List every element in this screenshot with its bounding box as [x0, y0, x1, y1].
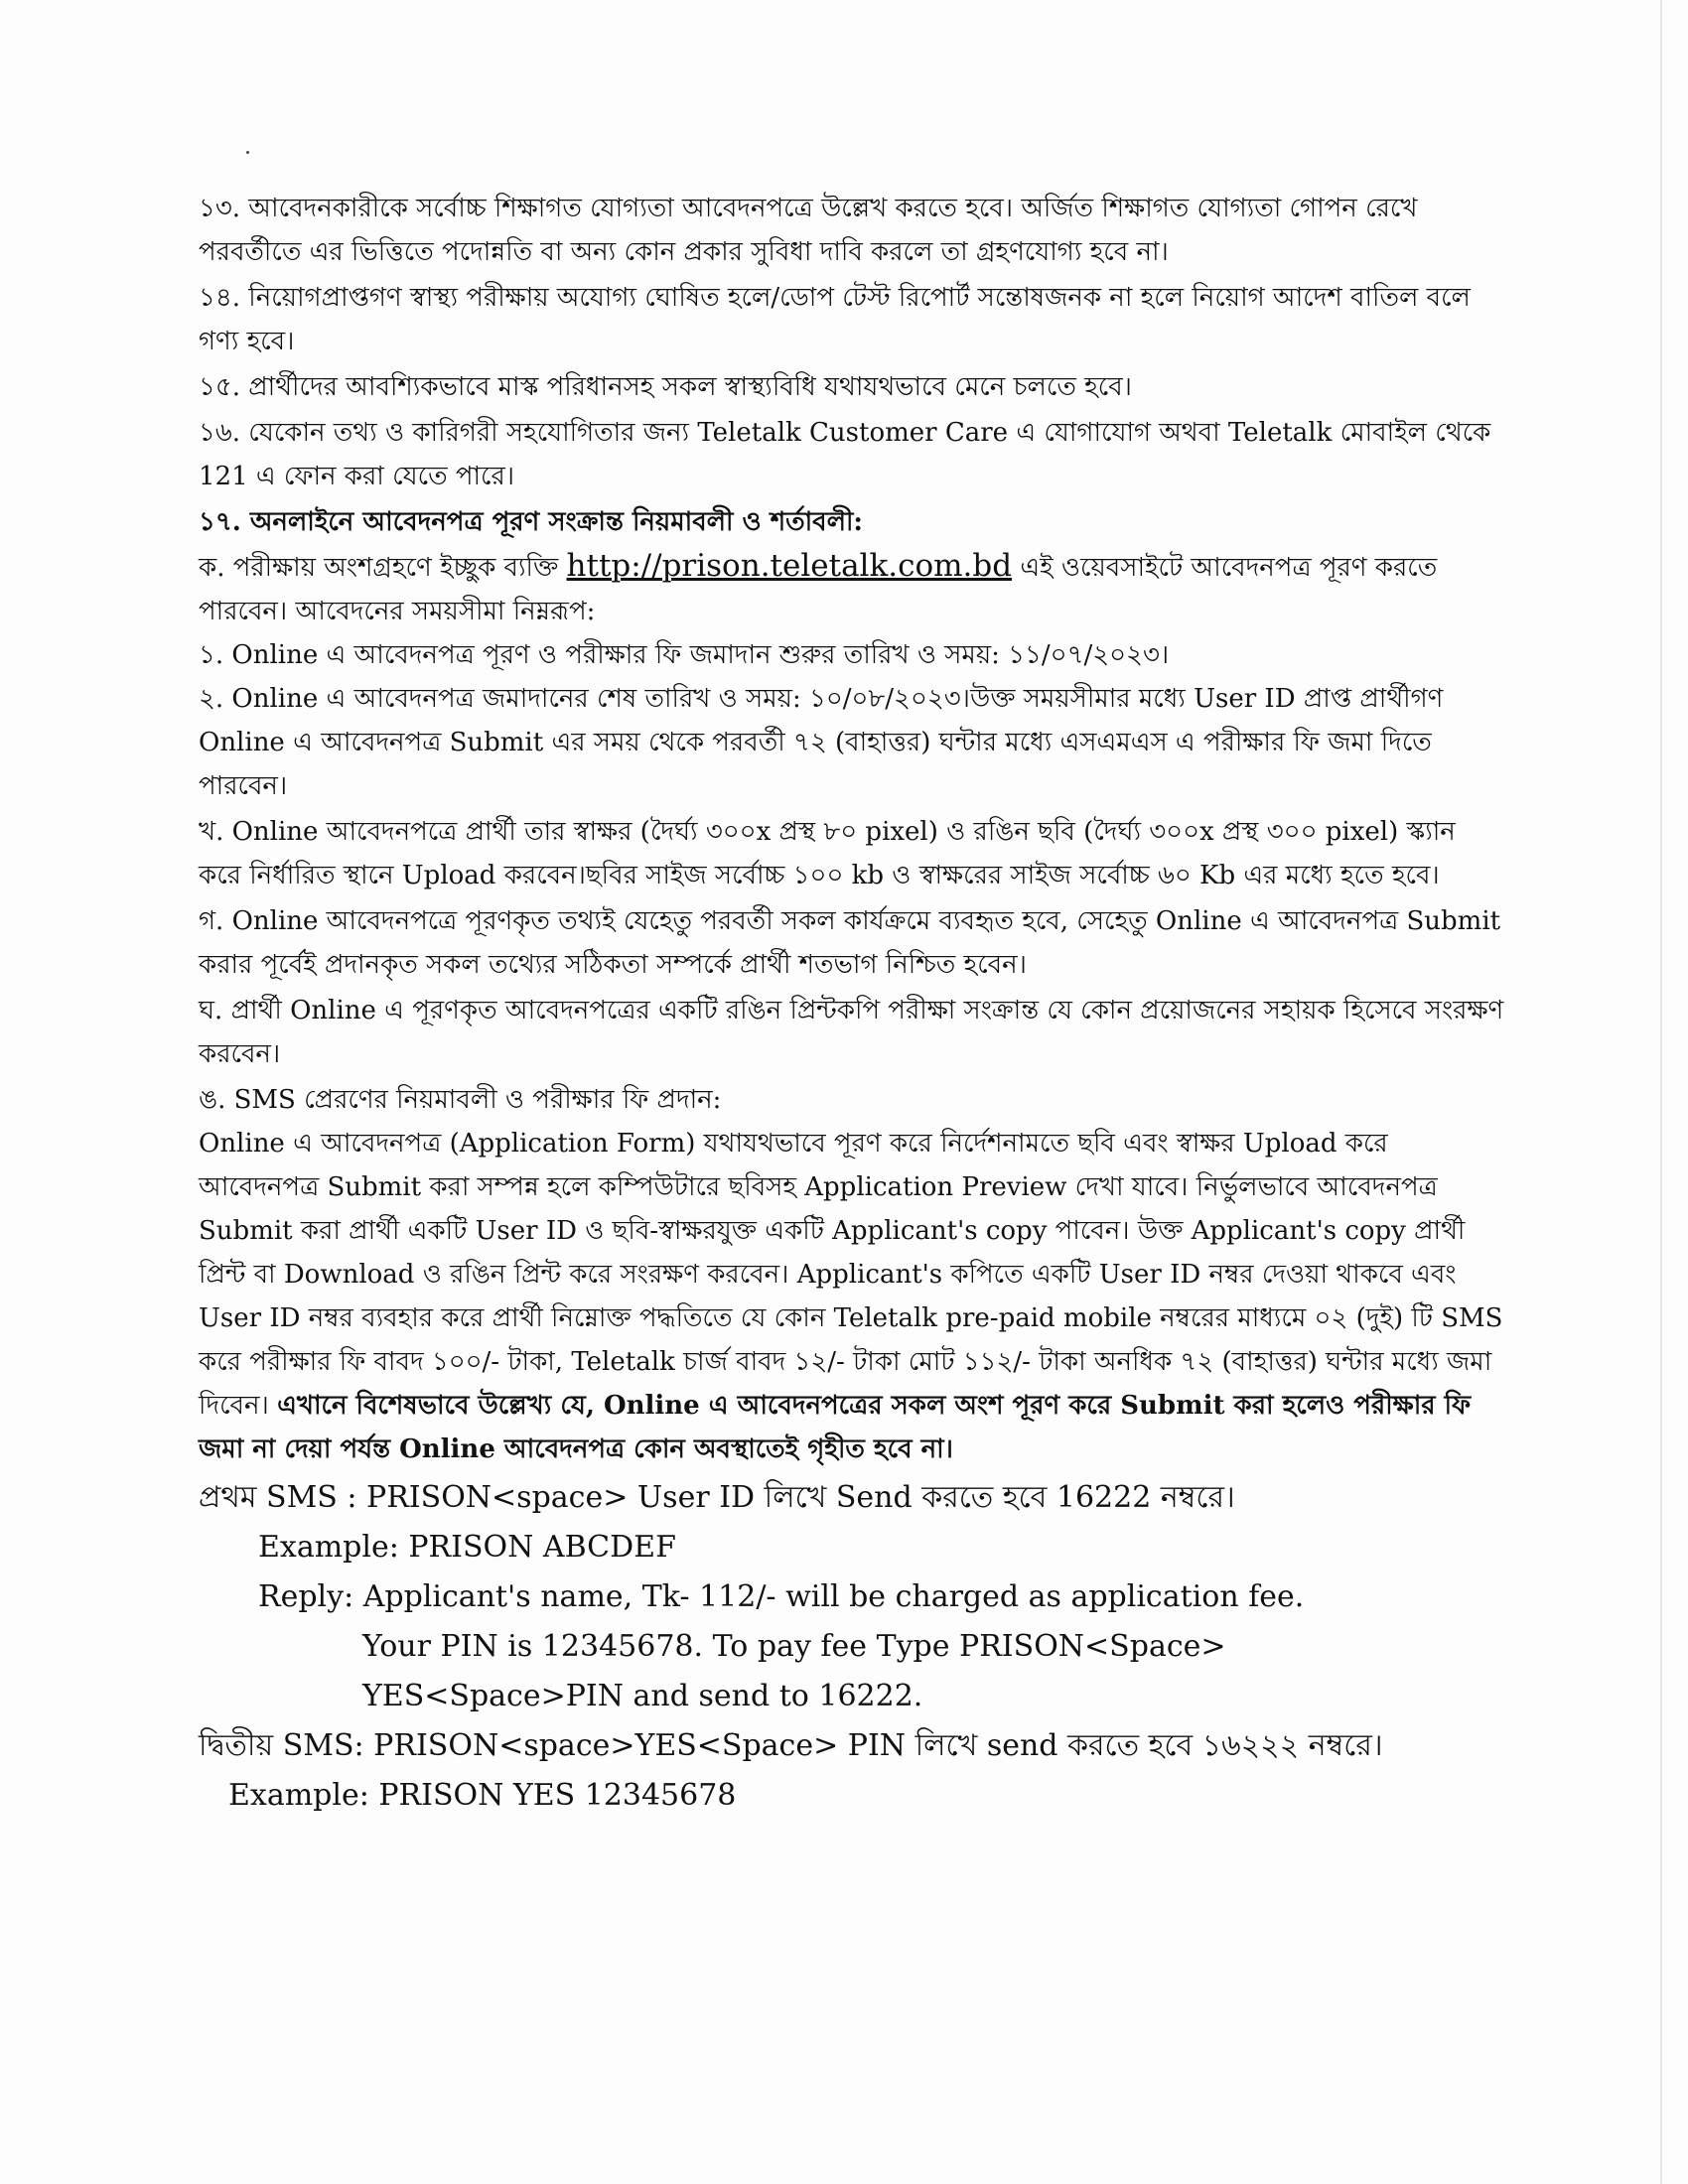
item-13: ১৩. আবেদনকারীকে সর্বোচ্চ শিক্ষাগত যোগ্যতা আবেদনপত্রে উল্লেখ করতে হবে। অর্জিত শিক্ষাগত যোগ্যতা গোপন রেখে পরবর্তীতে এর ভিত্তিতে পদোন্নতি বা অন্য কোন প্রকার সুবিধা দাবি করলে তা গ্রহণযোগ্য হবে না। — [199, 194, 1418, 267]
item-ga: গ. Online আবেদনপত্রে পূরণকৃত তথ্যই যেহেতু পরবর্তী সকল কার্যক্রমে ব্যবহৃত হবে, সেহেতু Online এ আবেদনপত্র Submit করার পূর্বেই প্রদানকৃত সকল তথ্যের সঠিকতা সম্পর্কে প্রার্থী শতভাগ নিশ্চিত হবেন। — [199, 906, 1501, 980]
scan-speck — [246, 151, 249, 154]
item-14: ১৪. নিয়োগপ্রাপ্তগণ স্বাস্থ্য পরীক্ষায় অযোগ্য ঘোষিত হলে/ডোপ টেস্ট রিপোর্ট সন্তোষজনক না হলে নিয়োগ আদেশ বাতিল বলে গণ্য হবে। — [199, 283, 1471, 356]
item-ka-prefix: ক. পরীক্ষায় অংশগ্রহণে ইচ্ছুক ব্যক্তি — [199, 553, 567, 583]
document-body — [199, 187, 1504, 1819]
item-umo-body — [199, 1122, 1504, 1471]
item-ka — [199, 544, 1504, 633]
sms-second: দ্বিতীয় SMS: PRISON<space>YES<Space> PIN লিখে send করতে হবে ১৬২২২ নম্বরে। — [199, 1728, 1383, 1763]
item-1-start-date: ১. Online এ আবেদনপত্র পূরণ ও পরীক্ষার ফি জমাদান শুরুর তারিখ ও সময়: ১১/০৭/২০২৩। — [199, 640, 1170, 670]
sms-first-example: Example: PRISON ABCDEF — [258, 1530, 676, 1565]
item-umo-text: Online এ আবেদনপত্র (Application Form) যথাযথভাবে পূরণ করে নির্দেশনামতে ছবি এবং স্বাক্ষর Upload করে আবেদনপত্র Submit করা সম্পন্ন হলে কম্পিউটারে ছবিসহ Application Preview দেখা যাবে। নির্ভুলভাবে আবেদনপত্র Submit করা প্রার্থী একটি User ID ও ছবি-স্বাক্ষরযুক্ত একটি Applicant's copy পাবেন। উক্ত Applicant's copy প্রার্থী প্রিন্ট বা Download ও রঙিন প্রিন্ট করে সংরক্ষণ করবেন। Applicant's কপিতে একটি User ID নম্বর দেওয়া থাকবে এবং User ID নম্বর ব্যবহার করে প্রার্থী নিম্নোক্ত পদ্ধতিতে যে কোন Teletalk pre-paid mobile নম্বরের মাধ্যমে ০২ (দুই) টি SMS করে পরীক্ষার ফি বাবদ ১০০/- টাকা, Teletalk চার্জ বাবদ ১২/- টাকা মোট ১১২/- টাকা অনধিক ৭২ (বাহাত্তর) ঘন্টার মধ্যে জমা দিবেন। — [199, 1129, 1503, 1421]
sms-first-reply: Reply: Applicant's name, Tk- 112/- will be charged as application fee. — [258, 1579, 1305, 1614]
sms-first-reply-line3: YES<Space>PIN and send to 16222. — [362, 1679, 923, 1713]
sms-second-example: Example: PRISON YES 12345678 — [228, 1778, 737, 1813]
item-2-end-date: ২. Online এ আবেদনপত্র জমাদানের শেষ তারিখ ও সময়: ১০/০৮/২০২৩।উক্ত সময়সীমার মধ্যে User ID প্রাপ্ত প্রার্থীগণ Online এ আবেদনপত্র Submit এর সময় থেকে পরবর্তী ৭২ (বাহাত্তর) ঘন্টার মধ্যে এসএমএস এ পরীক্ষার ফি জমা দিতে পারবেন। — [199, 684, 1444, 801]
website-link[interactable]: http://prison.teletalk.com.bd — [566, 548, 1013, 584]
item-umo-heading: ঙ. SMS প্রেরণের নিয়মাবলী ও পরীক্ষার ফি প্রদান: — [199, 1085, 722, 1115]
item-16: ১৬. যেকোন তথ্য ও কারিগরী সহযোগিতার জন্য Teletalk Customer Care এ যোগাযোগ অথবা Teletalk মোবাইল থেকে 121 এ ফোন করা যেতে পারে। — [199, 418, 1491, 491]
item-15: ১৫. প্রার্থীদের আবশ্যিকভাবে মাস্ক পরিধানসহ সকল স্বাস্থ্যবিধি যথাযথভাবে মেনে চলতে হবে। — [199, 372, 1132, 402]
scan-edge — [1660, 0, 1662, 2184]
item-umo-bold-note: এখানে বিশেষভাবে উল্লেখ্য যে, Online এ আবেদনপত্রের সকল অংশ পূরণ করে Submit করা হলেও পরীক্ষার ফি জমা না দেয়া পর্যন্ত Online আবেদনপত্র কোন অবস্থাতেই গৃহীত হবে না। — [199, 1391, 1472, 1464]
item-17-heading: ১৭. অনলাইনে আবেদনপত্র পূরণ সংক্রান্ত নিয়মাবলী ও শর্তাবলী: — [199, 507, 864, 537]
item-ka-suffix: এই ওয়েবসাইটে আবেদনপত্র পূরণ করতে পারবেন। আবেদনের সময়সীমা নিম্নরূপ: — [199, 553, 1438, 626]
sms-first-reply-line2: Your PIN is 12345678. To pay fee Type PRISON<Space> — [362, 1629, 1226, 1664]
sms-first: প্রথম SMS : PRISON<space> User ID লিখে Send করতে হবে 16222 নম্বরে। — [199, 1480, 1235, 1515]
item-kha: খ. Online আবেদনপত্রে প্রার্থী তার স্বাক্ষর (দৈর্ঘ্য ৩০০x প্রস্থ ৮০ pixel) ও রঙিন ছবি (দৈর্ঘ্য ৩০০x প্রস্থ ৩০০ pixel) স্ক্যান করে নির্ধারিত স্থানে Upload করবেন।ছবির সাইজ সর্বোচ্চ ১০০ kb ও স্বাক্ষরের সাইজ সর্বোচ্চ ৬০ Kb এর মধ্যে হতে হবে। — [199, 817, 1456, 890]
item-gha: ঘ. প্রার্থী Online এ পূরণকৃত আবেদনপত্রের একটি রঙিন প্রিন্টকপি পরীক্ষা সংক্রান্ত যে কোন প্রয়োজনের সহায়ক হিসেবে সংরক্ষণ করবেন। — [199, 996, 1504, 1069]
